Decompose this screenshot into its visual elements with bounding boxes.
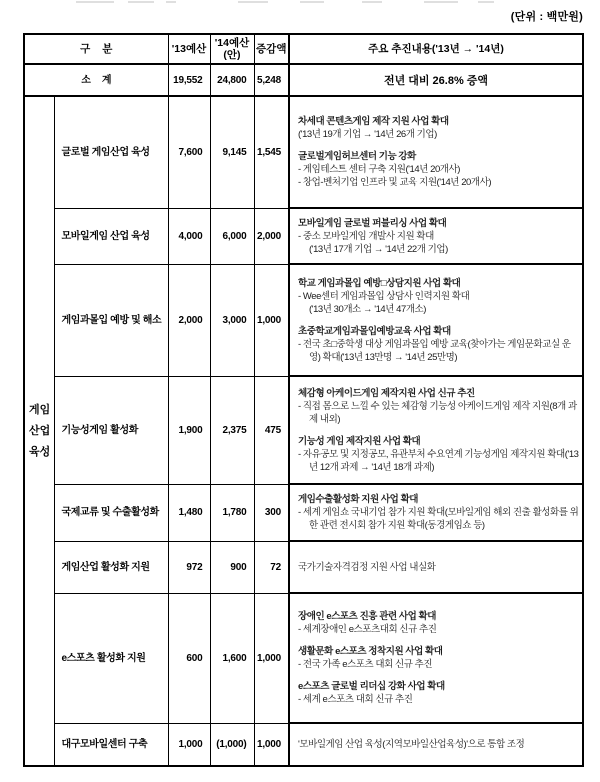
detail-line: - 자유공모 및 지정공모, 유관부처 수요연계 기능성게임 제작지원 확대('13년 12개 과제 → '14년 18개 과제) [298,448,579,473]
detail-line: - 창업-벤처기업 인프라 및 교육 지원('14년 20개사) [298,177,492,188]
detail-line: - 세계장애인 e스포츠대회 신규 추진 [298,624,437,635]
subtotal-details: 전년 대비 26.8% 증액 [289,64,583,96]
row-budget13: 1,480 [168,484,210,541]
table-row [24,541,583,593]
table-row [24,264,583,376]
row-budget13: 7,600 [168,96,210,208]
row-details [289,593,583,723]
row-change: 475 [254,376,289,484]
table-row [24,96,583,208]
detail-line: 국가기술자격검정 지원 사업 내실화 [298,561,436,573]
detail-title: 생활문화 e스포츠 정착지원 사업 확대 [298,646,443,657]
row-budget14: 900 [210,541,254,593]
col-header-change: 증감액 [254,34,289,64]
row-budget13: 4,000 [168,208,210,264]
detail-line: - 전국 초□중학생 대상 게임과몰입 예방 교육(찾아가는 게임문화교실 운영) 확대('13년 13만명 → '14년 25만명) [298,338,571,363]
scan-artifact [424,1,458,3]
detail-title: e스포츠 글로벌 리더십 강화 사업 확대 [298,681,445,692]
subtotal-change: 5,248 [254,64,289,96]
scan-artifact [128,1,154,3]
group-label: 게임 산업 육성 [24,96,54,766]
row-item: 대구모바일센터 구축 [54,723,168,766]
col-header-category: 구 분 [24,34,168,64]
table-row [24,484,583,541]
row-budget14: 6,000 [210,208,254,264]
row-change: 1,000 [254,264,289,376]
detail-title: 기능성 게임 제작지원 사업 확대 [298,435,421,447]
row-budget13: 600 [168,593,210,723]
detail-line: - 직접 몸으로 느낄 수 있는 체감형 기능성 아케이드게임 제작 지원(8개 과제 내외) [298,400,577,425]
table-row [24,376,583,484]
budget-table [23,33,584,767]
row-details [289,264,583,376]
col-header-budget14: '14예산(안) [210,34,254,64]
row-budget13: 1,900 [168,376,210,484]
row-budget14: 9,145 [210,96,254,208]
detail-line: - 세계 게임쇼 국내기업 참가 지원 확대(모바일게임 해외 진출 활성화를 위한 관련 전시회 참가 지원 확대(동경게임쇼 등) [298,507,579,531]
row-details [289,723,583,766]
table-header-row [24,34,583,64]
row-details [289,96,583,208]
row-item: 게임과몰입 예방 및 해소 [54,264,168,376]
detail-line: ('13년 19개 기업 → '14년 26개 기업) [298,129,437,140]
table-row [24,593,583,723]
detail-title: 초중학교게임과몰입예방교육 사업 확대 [298,325,451,337]
scan-artifact [300,1,324,3]
scan-artifact [238,1,268,3]
subtotal-budget14: 24,800 [210,64,254,96]
row-item: e스포츠 활성화 지원 [54,593,168,723]
detail-line: ('13년 17개 기업 → '14년 22개 기업) [309,243,448,255]
table-row [24,208,583,264]
row-item: 기능성게임 활성화 [54,376,168,484]
row-item: 모바일게임 산업 육성 [54,208,168,264]
row-details [289,484,583,541]
row-change: 1,000 [254,723,289,766]
scan-artifact [478,1,494,3]
detail-line: - Wee센터 게임과몰입 상담사 인력지원 확대 [298,290,470,302]
col-header-details: 주요 추진내용('13년 → '14년) [289,34,583,64]
row-budget13: 1,000 [168,723,210,766]
unit-label: (단위 : 백만원) [510,11,583,23]
row-budget14: 2,375 [210,376,254,484]
detail-title: 체감형 아케이드게임 제작지원 사업 신규 추진 [298,387,475,399]
detail-title: 글로벌게임허브센터 기능 강화 [298,151,416,162]
detail-line: - 세계 e스포츠 대회 신규 추진 [298,694,413,705]
scan-artifact [76,1,114,3]
row-budget13: 2,000 [168,264,210,376]
detail-title: 차세대 콘텐츠게임 제작 지원 사업 확대 [298,116,449,127]
row-change: 72 [254,541,289,593]
detail-title: 장애인 e스포츠 진흥 관련 사업 확대 [298,611,436,622]
row-budget14: (1,000) [210,723,254,766]
row-budget14: 1,780 [210,484,254,541]
row-change: 2,000 [254,208,289,264]
row-item: 글로벌 게임산업 육성 [54,96,168,208]
detail-line: - 중소 모바일게임 개발사 지원 확대 [298,230,434,242]
row-budget13: 972 [168,541,210,593]
row-details [289,376,583,484]
row-details [289,541,583,593]
detail-line: ('13년 30개소 → '14년 47개소) [309,303,426,315]
row-change: 300 [254,484,289,541]
table-row [24,723,583,766]
scan-artifact [166,1,176,3]
scan-artifact [362,1,382,3]
subtotal-row [24,64,583,96]
detail-line: - 전국 가족 e스포츠 대회 신규 추진 [298,659,433,670]
row-item: 게임산업 활성화 지원 [54,541,168,593]
detail-title: 모바일게임 글로벌 퍼블리싱 사업 확대 [298,217,447,229]
detail-title: 학교 게임과몰입 예방□상담지원 사업 확대 [298,277,461,289]
row-change: 1,000 [254,593,289,723]
detail-title: 게임수출활성화 지원 사업 확대 [298,494,419,505]
subtotal-label: 소 계 [24,64,168,96]
row-details [289,208,583,264]
row-change: 1,545 [254,96,289,208]
subtotal-budget13: 19,552 [168,64,210,96]
row-budget14: 1,600 [210,593,254,723]
col-header-budget13: '13예산 [168,34,210,64]
row-budget14: 3,000 [210,264,254,376]
detail-line: - 게임테스트 센터 구축 지원('14년 20개사) [298,164,460,175]
detail-line: '모바일게임 산업 육성(지역모바일산업육성)'으로 통합 조정 [298,739,525,750]
row-item: 국제교류 및 수출활성화 [54,484,168,541]
